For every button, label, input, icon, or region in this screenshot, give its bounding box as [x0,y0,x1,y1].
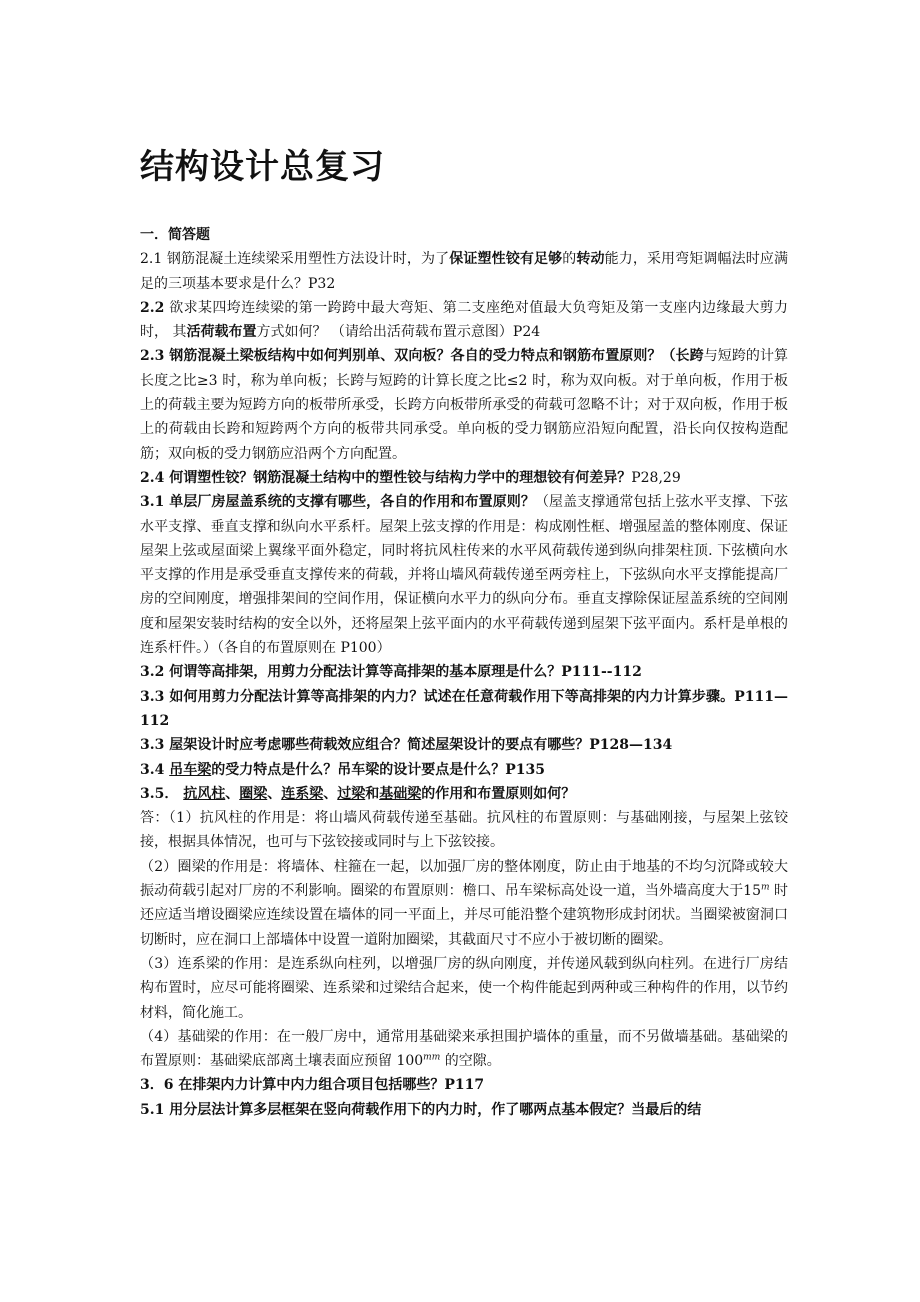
q34-underlined: 吊车梁 [169,761,212,778]
document-page [140,145,788,1122]
question-2-2 [140,296,788,345]
q21-bold2: 转动 [576,251,605,268]
q21-bold1: 保证塑性铰有足够 [449,251,563,268]
a2-post: 时还应适当增设圈梁应连续设置在墙体的同一平面上，并尽可能沿整个建筑物形成封闭状。当圈梁被窗洞口切断时，应在洞口上部墙体中设置一道附加圈梁，其截面尺寸不应小于被切断的圈梁。 [140,883,789,948]
question-3-4 [140,758,788,782]
q23-text: 与短跨的计算长度之比≥3 时，称为单向板；长跨与短跨的计算长度之比≤2 时，称为双向板。对于单向板，作用于板上的荷载主要为短跨方向的板带所承受，长跨方向板带所承受的荷载可忽略不计；对于双向板，作用于板上的荷载由长跨和短跨两个方向的板带共同承受。单向板的受力钢筋应沿短向配置，沿长向仅按构造配筋；双向板的受力钢筋应沿两个方向配置。 [140,348,789,462]
q31-bold: 3.1 单层厂房屋盖系统的支撑有哪些，各自的作用和布置原则？ [140,494,535,511]
answer-1: 答：（1）抗风柱的作用是：将山墙风荷载传递至基础。抗风柱的布置原则：与基础刚接，与屋架上弦铰接，根据具体情况，也可与下弦铰接或同时与上下弦铰接。 [140,810,788,851]
q36-post: 在排架内力计算中内力组合项目包括哪些？P117 [178,1077,485,1094]
question-2-4 [140,466,788,490]
q21-mid: 的 [562,251,577,268]
answer-4 [140,1025,788,1074]
q35-num: 3.5． [140,785,184,802]
answer-3: （3）连系梁的作用：是连系纵向柱列，以增强厂房的纵向刚度，并传递风载到纵向柱列。在进行厂房结构布置时，应尽可能将圈梁、连系梁和过梁结合起来，使一个构件能起到两种或三种构件的作用，以节约材料，简化施工。 [140,955,788,1021]
q35-s4: 和 [365,785,380,802]
q21-post: 能力，采用弯矩调幅法时应满足的三项基本要求是什么？P32 [140,251,789,292]
q22-num: 2.2 [140,299,165,316]
q36-num: 3．6 [140,1077,179,1094]
q35-u2: 圈梁 [239,785,268,802]
answer-2 [140,855,788,952]
question-3-5 [140,782,788,806]
q35-u1: 抗风柱 [183,785,226,802]
q24-post: P28,29 [631,469,681,486]
question-2-3 [140,344,788,465]
a4-pre: （4）基础梁的作用：在一般厂房中，通常用基础梁来承担围护墙体的重量，而不另做墙基础。基础梁的布置原则：基础梁底部离土壤表面应预留 100 [140,1028,788,1070]
q35-s2: 、 [267,785,282,802]
q34-post: 的受力特点是什么？吊车梁的设计要点是什么？P135 [211,761,545,778]
q31-text: （屋盖支撑通常包括上弦水平支撑、下弦水平支撑、垂直支撑和纵向水平系杆。屋架上弦支撑的作用是：构成刚性框、增强屋盖的整体刚度、保证屋架上弦或屋面梁上翼缘平面外稳定，同时将抗风柱传来的水平风荷载传递到纵向排架柱顶. 下弦横向水平支撑的作用是承受垂直支撑传来的荷载，并将山墙风荷载传递至两旁柱上，下弦纵向水平支撑能提高厂房的空间刚度，增强排架间的空间作用，保证横向水平力的纵向分布。垂直支撑除保证屋盖系统的空间刚度和屋架安装时结构的安全以外，还将屋架上弦平面内的水平荷载传递到屋架下弦平面内。系杆是单根的连系杆件。）（各自的布置原则在 P100） [140,494,789,657]
a4-unit: mm [423,1052,441,1063]
q35-s1: 、 [225,785,240,802]
question-3-3b: 3.3 屋架设计时应考虑哪些荷载效应组合？简述屋架设计的要点有哪些？P128—134 [140,737,673,754]
q21-pre: 2.1 钢筋混凝土连续梁采用塑性方法设计时，为了 [140,251,450,268]
q34-num: 3.4 [140,761,170,778]
q24-bold: 2.4 何谓塑性铰？钢筋混凝土结构中的塑性铰与结构力学中的理想铰有何差异？ [140,469,632,486]
question-3-1 [140,490,788,660]
question-5-1: 5.1 用分层法计算多层框架在竖向荷载作用下的内力时，作了哪两点基本假定？当最后的结 [140,1101,702,1118]
q35-post: 的作用和布置原则如何？ [421,785,576,802]
q22-bold: 活荷载布置 [186,324,257,341]
section-heading: 一．简答题 [140,227,210,243]
q35-s3: 、 [323,785,338,802]
q35-u3: 连系梁 [281,785,324,802]
a4-post: 的空隙。 [440,1053,501,1070]
question-2-1 [140,247,788,296]
question-3-3a: 3.3 如何用剪力分配法计算等高排架的内力？试述在任意荷载作用下等高排架的内力计算步骤。P111—112 [140,688,788,729]
question-3-2: 3.2 何谓等高排架，用剪力分配法计算等高排架的基本原理是什么？P111--112 [140,664,642,681]
q22-pre: 欲求某四垮连续梁的第一跨跨中最大弯矩、第二支座绝对值最大负弯矩及第一支座内边缘最大剪力时， 其 [140,299,788,341]
document-body [140,223,788,1122]
q23-bold: 2.3 钢筋混凝土梁板结构中如何判别单、双向板？各自的受力特点和钢筋布置原则？（长跨 [140,348,704,365]
a2-pre: （2）圈梁的作用是：将墙体、柱箍在一起，以加强厂房的整体刚度，防止由于地基的不均匀沉降或较大振动荷载引起对厂房的不利影响。圈梁的布置原则：檐口、吊车梁标高处设一道，当外墙高度大于15 [140,858,788,900]
question-3-6 [140,1073,788,1097]
page-title: 结构设计总复习 [140,147,385,187]
a2-unit: m [760,882,770,893]
q22-post: 方式如何？ （请给出活荷载布置示意图）P24 [256,324,541,341]
q35-u4: 过梁 [337,785,366,802]
q35-u5: 基础梁 [379,785,422,802]
